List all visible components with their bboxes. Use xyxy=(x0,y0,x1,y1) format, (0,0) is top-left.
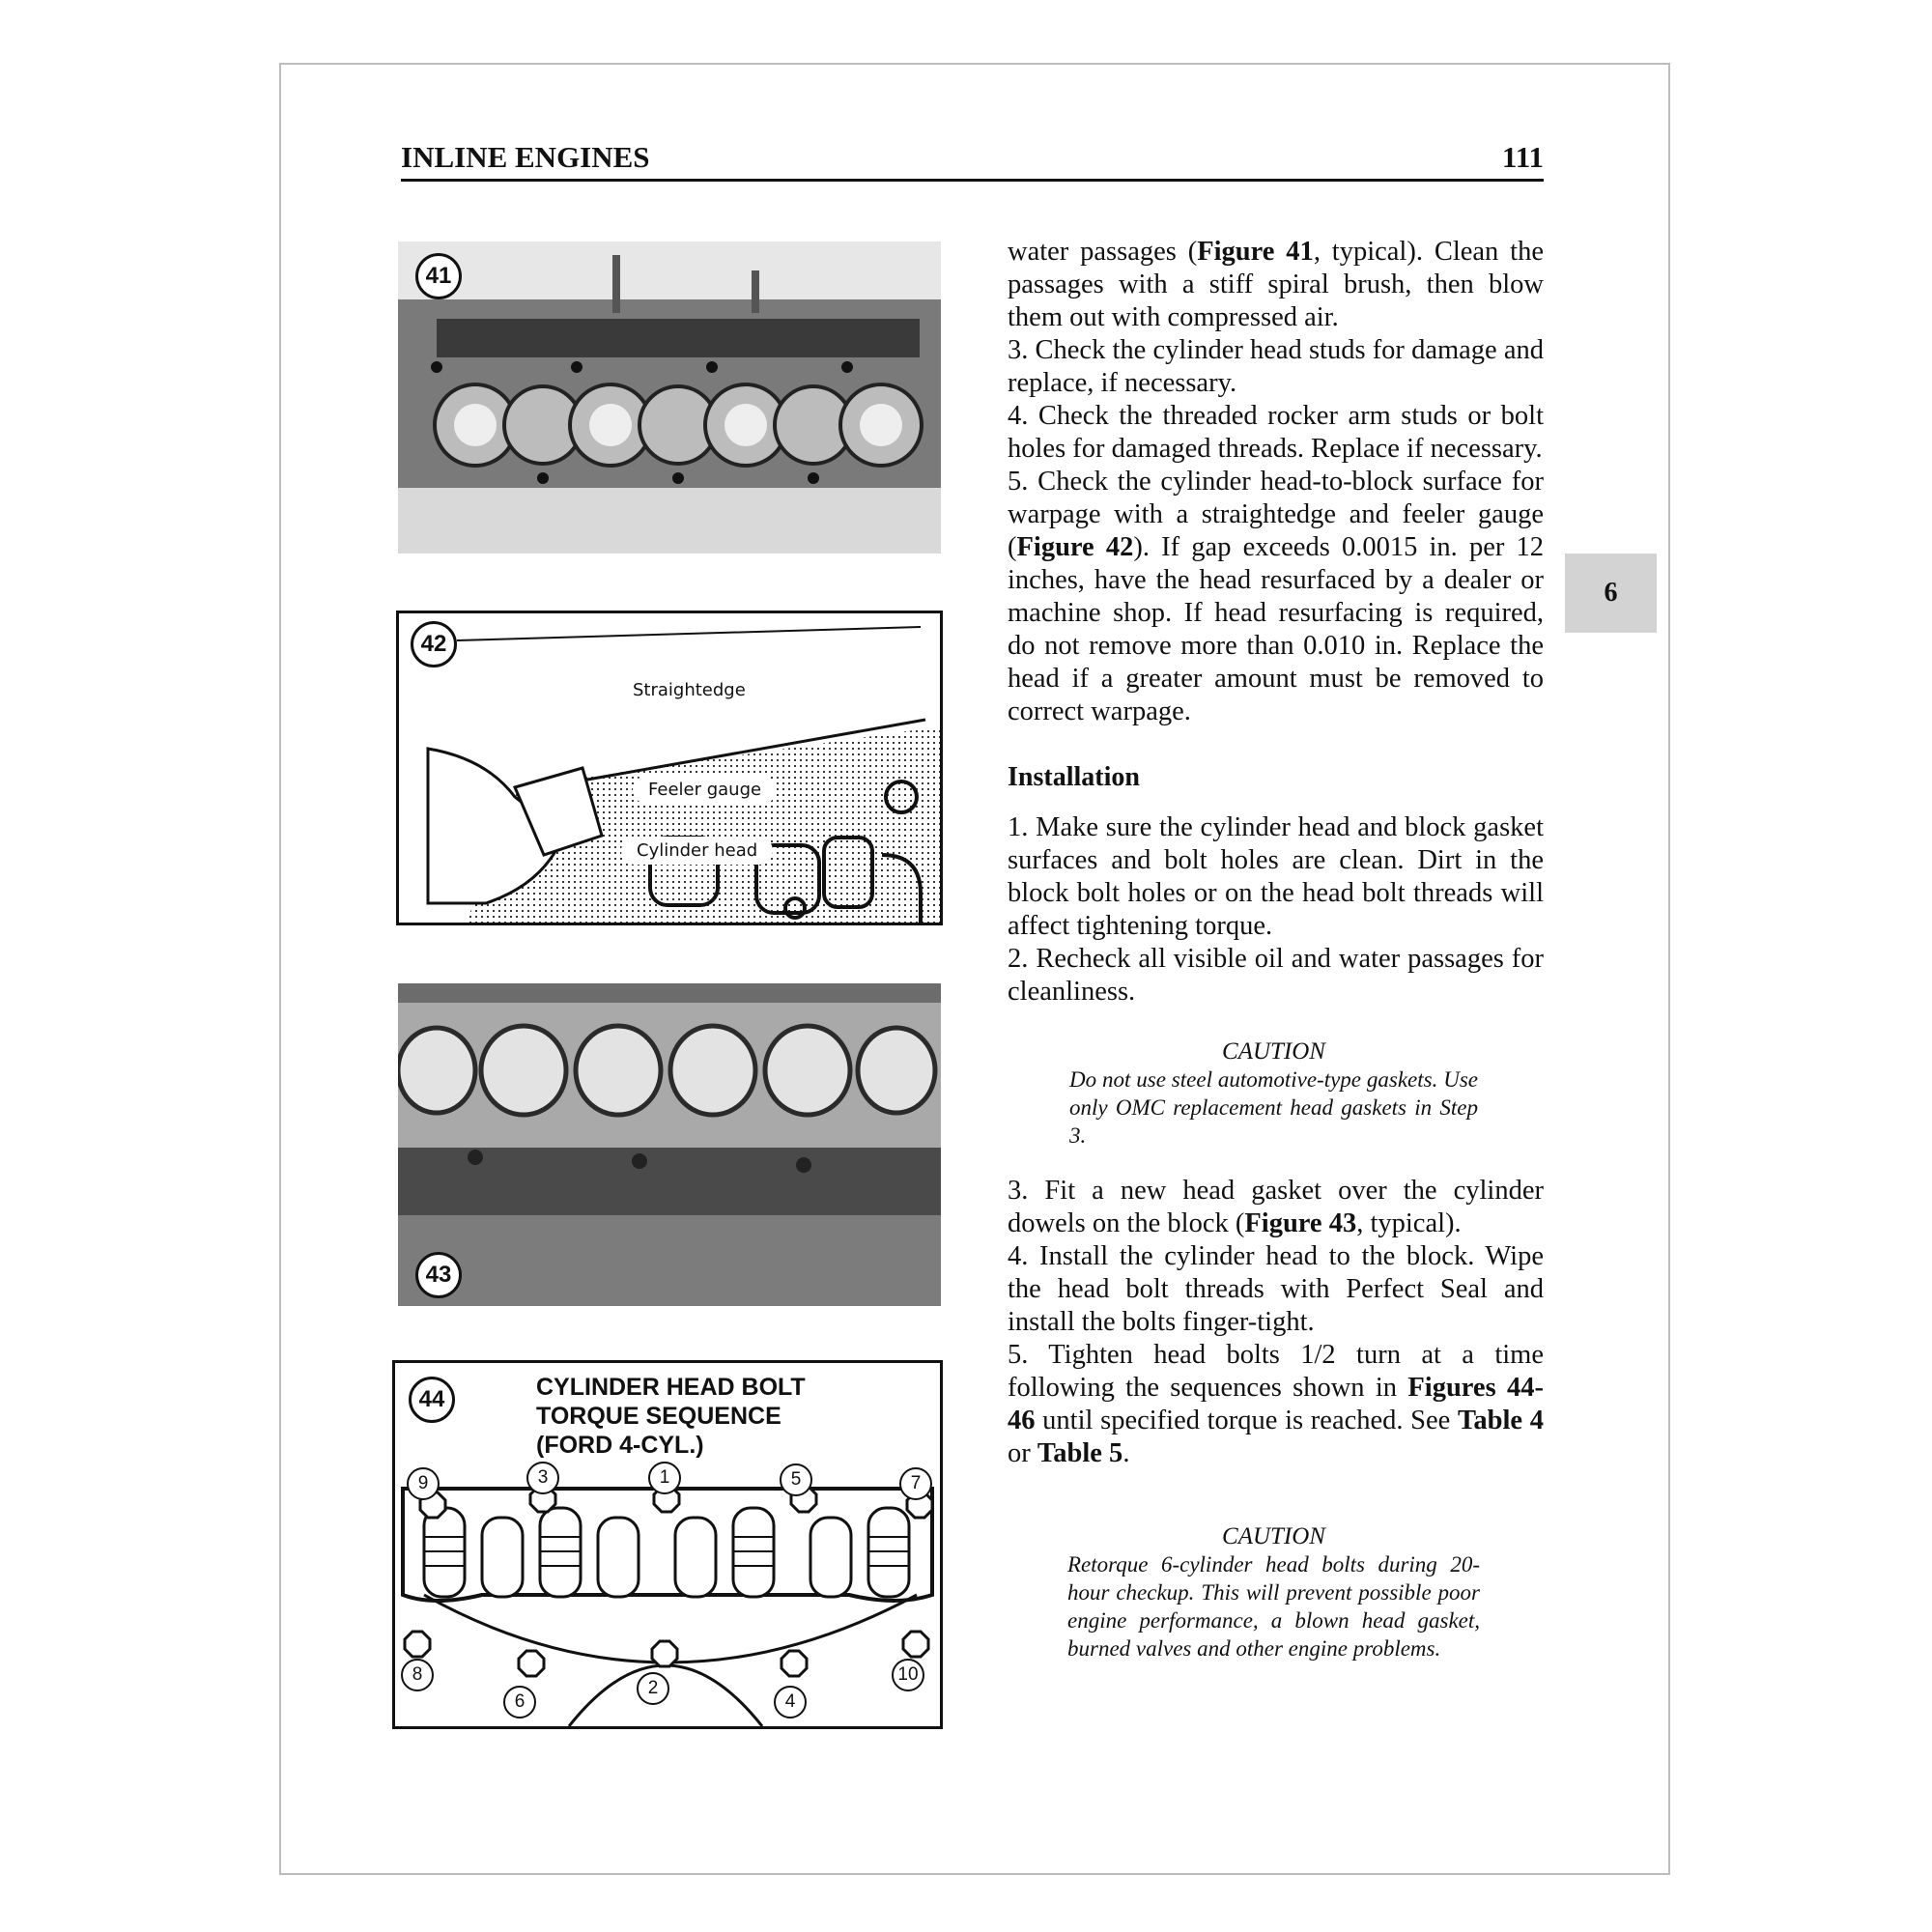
figure-43-photo xyxy=(398,983,941,1306)
step-4-rocker-studs: 4. Check the threaded rocker arm studs or bolt holes for damaged threads. Replace if necessary. xyxy=(1008,401,1544,464)
figure-41-photo xyxy=(398,242,941,554)
figure-41-number: 41 xyxy=(415,253,462,299)
table-4-ref: Table 4 xyxy=(1458,1406,1544,1435)
section-title: INLINE ENGINES xyxy=(401,140,650,174)
figure-43-number: 43 xyxy=(415,1252,462,1298)
page-number: 111 xyxy=(1501,140,1544,174)
i3-text-2: , typical). xyxy=(1356,1208,1462,1238)
figure-42-diagram xyxy=(396,611,943,925)
bolt-number-6: 6 xyxy=(503,1686,536,1719)
caution-2-text: Retorque 6-cylinder head bolts during 20-hour checkup. This will prevent possible poor engine performance, a blown head gasket, burned valves and other engine problems. xyxy=(1067,1552,1480,1661)
p1-text-2: , typical). Clean the passages with a stiff spiral brush, then blow them out with compressed air. xyxy=(1008,237,1544,332)
install-step-4: 4. Install the cylinder head to the block. Wipe the head bolt threads with Perfect Seal and install the bolts finger-tight. xyxy=(1008,1241,1544,1337)
figure-44-diagram xyxy=(392,1360,943,1729)
step-5-warpage xyxy=(1008,466,1544,728)
bolt-number-9: 9 xyxy=(407,1467,440,1500)
body-text-column xyxy=(1008,236,1544,1662)
figure-41-ref: Figure 41 xyxy=(1197,237,1314,267)
install-step-1: 1. Make sure the cylinder head and block gasket surfaces and bolt holes are clean. Dirt in the block bolt holes or on the head bolt threads will affect tightening torque. xyxy=(1008,812,1544,941)
caution-2-title: CAUTION xyxy=(1222,1523,1325,1549)
running-head xyxy=(401,140,1544,182)
step-3-studs: 3. Check the cylinder head studs for damage and replace, if necessary. xyxy=(1008,335,1544,398)
figure-42-ref: Figure 42 xyxy=(1016,532,1134,562)
install-step-5 xyxy=(1008,1339,1544,1470)
feeler-gauge-label: Feeler gauge xyxy=(633,776,777,804)
figure-42-number: 42 xyxy=(411,621,457,668)
i5-text-4: . xyxy=(1122,1438,1130,1468)
straightedge-label: Straightedge xyxy=(617,676,761,704)
bolt-number-5: 5 xyxy=(780,1463,812,1496)
installation-heading: Installation xyxy=(1008,762,1140,792)
bolt-number-4: 4 xyxy=(774,1686,807,1719)
bolt-number-7: 7 xyxy=(899,1467,932,1500)
straightedge-feeler-gauge-illustration xyxy=(399,613,940,923)
caution-retorque xyxy=(1067,1522,1480,1662)
bolt-number-1: 1 xyxy=(648,1462,681,1494)
figure-44-title-line-3: (FORD 4-CYL.) xyxy=(536,1432,704,1459)
i5-text-1: 5. Tighten head bolts 1/2 turn at a time following the sequences shown in xyxy=(1008,1340,1544,1403)
cylinder-head-photo-illustration xyxy=(398,242,941,554)
figure-44-number: 44 xyxy=(409,1377,455,1423)
bolt-number-10: 10 xyxy=(892,1659,924,1691)
figure-43-ref: Figure 43 xyxy=(1244,1208,1357,1238)
install-step-3 xyxy=(1008,1175,1544,1240)
paragraph-water-passages xyxy=(1008,236,1544,334)
bolt-number-3: 3 xyxy=(526,1462,559,1494)
caution-gaskets xyxy=(1069,1037,1478,1150)
bolt-number-8: 8 xyxy=(401,1659,434,1691)
p4-text-1: 5. Check the cylinder head-to-block surface for warpage with a straightedge and feeler gauge ( xyxy=(1008,467,1544,562)
chapter-thumb-tab: 6 xyxy=(1565,554,1657,633)
install-step-2: 2. Recheck all visible oil and water passages for cleanliness. xyxy=(1008,944,1544,1007)
i5-text-3: or xyxy=(1008,1438,1037,1468)
figure-44-title-line-1: CYLINDER HEAD BOLT xyxy=(536,1374,806,1401)
p4-text-2: ). If gap exceeds 0.0015 in. per 12 inches, have the head resurfaced by a dealer or machine shop. If head resurfacing is required, do not remove more than 0.010 in. Replace the head if a greater amount must be removed to correct warpage. xyxy=(1008,532,1544,726)
i5-text-2: until specified torque is reached. See xyxy=(1035,1406,1459,1435)
caution-1-title: CAUTION xyxy=(1222,1038,1325,1065)
bolt-number-2: 2 xyxy=(637,1672,669,1705)
p1-text-1: water passages ( xyxy=(1008,237,1198,267)
figure-44-title-line-2: TORQUE SEQUENCE xyxy=(536,1403,781,1430)
caution-1-text: Do not use steel automotive-type gaskets. Use only OMC replacement head gaskets in Step 3. xyxy=(1069,1067,1478,1148)
table-5-ref: Table 5 xyxy=(1037,1438,1123,1468)
figures-44-46-ref: Figures 44-46 xyxy=(1008,1373,1544,1435)
engine-block-photo-illustration xyxy=(398,983,941,1306)
i3-text-1: 3. Fit a new head gasket over the cylinder dowels on the block ( xyxy=(1008,1176,1544,1238)
cylinder-head-label: Cylinder head xyxy=(621,837,773,865)
figure-44-title xyxy=(536,1373,806,1460)
